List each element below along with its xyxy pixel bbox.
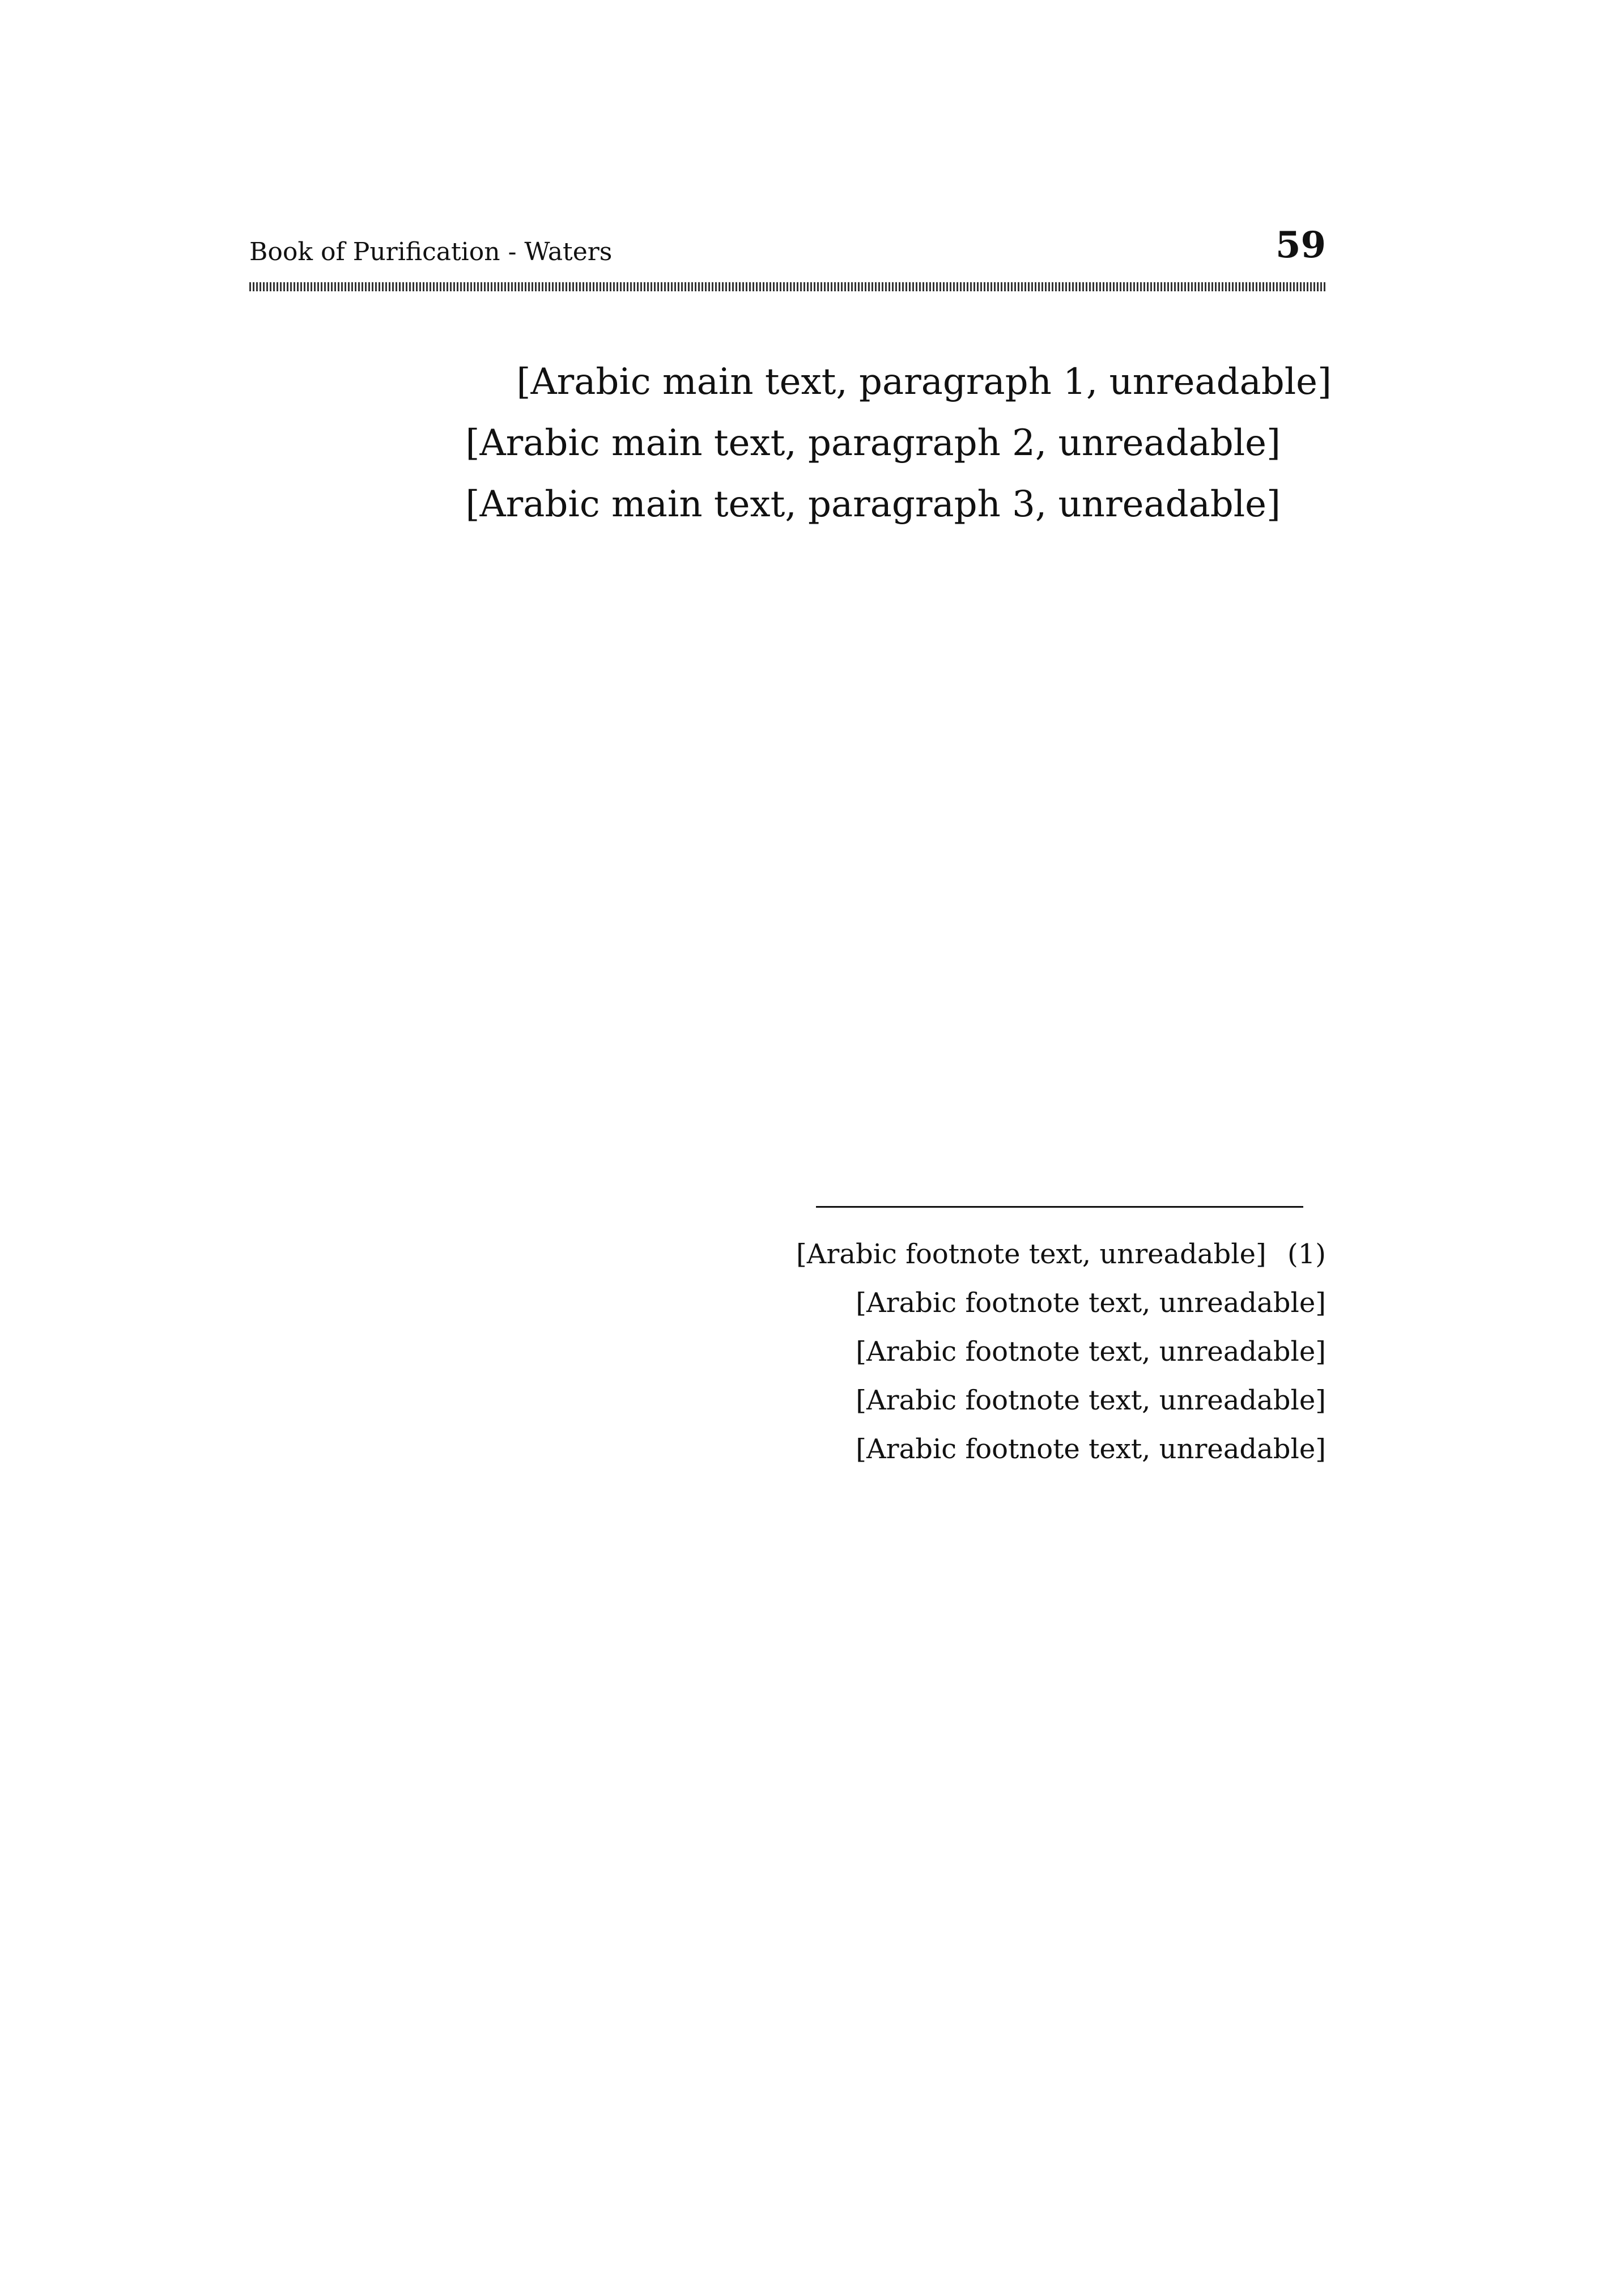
main-text: [238, 351, 1332, 535]
body-paragraph: [Arabic main text, paragraph 2, unreadable]: [465, 422, 1281, 464]
footnote-text: [Arabic footnote text, unreadable]: [856, 1287, 1326, 1319]
body-paragraph: [Arabic main text, paragraph 3, unreadable]: [465, 483, 1281, 525]
footnote-text: [Arabic footnote text, unreadable]: [856, 1385, 1326, 1416]
page-number: 59: [1275, 224, 1326, 266]
header-rule: [249, 282, 1326, 291]
body-paragraph: [Arabic main text, paragraph 1, unreadable]: [516, 361, 1332, 403]
footnote-text: [Arabic footnote text, unreadable]: [856, 1336, 1326, 1368]
footnote-text: [Arabic footnote text, unreadable]: [856, 1433, 1326, 1465]
footnotes: [215, 1230, 1326, 1474]
running-head: [249, 224, 1326, 266]
footnote-separator: [816, 1206, 1303, 1208]
footnote: [215, 1230, 1326, 1279]
running-title: Book of Purification - Waters: [249, 237, 613, 266]
footnote-text: [Arabic footnote text, unreadable]: [796, 1238, 1266, 1270]
footnote-number: (1): [1287, 1238, 1326, 1270]
